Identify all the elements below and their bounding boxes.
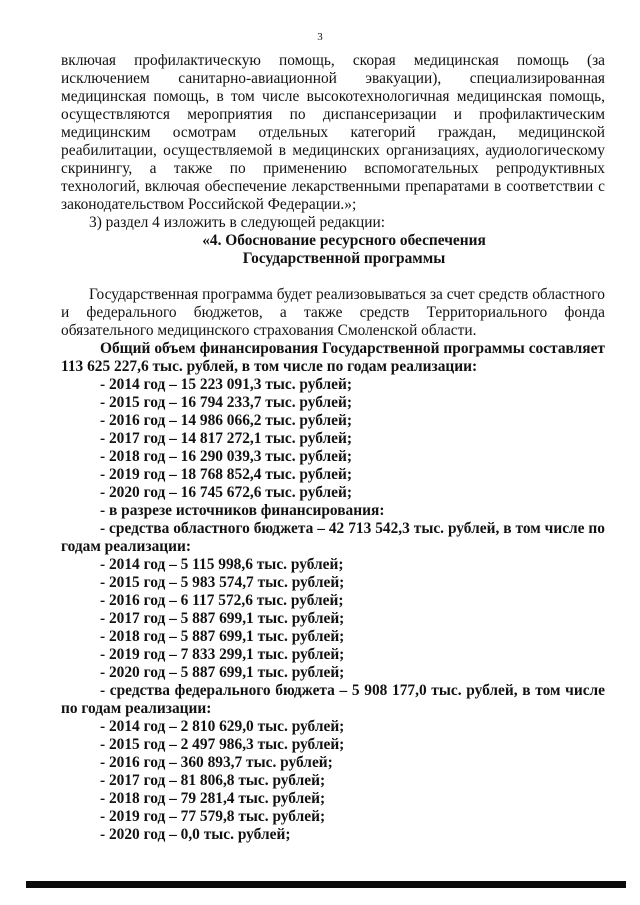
- list-item: - 2020 год – 5 887 699,1 тыс. рублей;: [100, 664, 345, 681]
- list-item: - 2015 год – 16 794 233,7 тыс. рублей;: [100, 394, 353, 411]
- list-item: - 2016 год – 6 117 572,6 тыс. рублей;: [100, 592, 344, 609]
- list-item: - 2017 год – 14 817 272,1 тыс. рублей;: [100, 430, 353, 447]
- list-item: - 2020 год – 0,0 тыс. рублей;: [100, 826, 291, 843]
- federal-by-year-list: [61, 718, 605, 844]
- list-item: - 2017 год – 5 887 699,1 тыс. рублей;: [100, 610, 345, 627]
- list-item: - 2020 год – 16 745 672,6 тыс. рублей;: [100, 484, 353, 501]
- item-3: 3) раздел 4 изложить в следующей редакции:: [89, 214, 385, 231]
- total-funding-paragraph: Общий объем финансирования Государственной программы составляет 113 625 227,6 тыс. рублей, в том числе по годам реализации:: [61, 340, 605, 375]
- section-title-line-2: Государственной программы: [242, 250, 446, 267]
- list-item: - 2018 год – 16 290 039,3 тыс. рублей;: [100, 448, 353, 465]
- list-item: - 2016 год – 14 986 066,2 тыс. рублей;: [100, 412, 353, 429]
- intro-paragraph: включая профилактическую помощь, скорая медицинская помощь (за исключением санитарно-авиационной эвакуации), специализированная медицинская помощь, в том числе высокотехнологичная медицинская помощь, осуществляются мероприятия по диспансеризации и профилактическим медицинским осмотрам отдельных категорий граждан, медицинской реабилитации, осуществляемой в медицинских организациях, аудиологическому скринингу, а также по применению вспомогательных репродуктивных технологий, включая обеспечение лекарственными препаратами в соответствии с законодательством Российской Федерации.»;: [61, 52, 605, 213]
- list-item: - 2019 год – 77 579,8 тыс. рублей;: [100, 808, 326, 825]
- list-item: - 2019 год – 7 833 299,1 тыс. рублей;: [100, 646, 345, 663]
- list-item: - 2018 год – 5 887 699,1 тыс. рублей;: [100, 628, 345, 645]
- funding-sources-paragraph: Государственная программа будет реализовываться за счет средств областного и федерального бюджетов, а также средств Территориального фонда обязательного медицинского страхования Смоленской области.: [61, 286, 605, 339]
- list-item: - 2015 год – 2 497 986,3 тыс. рублей;: [100, 736, 345, 753]
- list-item: - 2015 год – 5 983 574,7 тыс. рублей;: [100, 574, 345, 591]
- list-item: - 2014 год – 5 115 998,6 тыс. рублей;: [100, 556, 344, 573]
- list-item: - 2019 год – 18 768 852,4 тыс. рублей;: [100, 466, 353, 483]
- section-title-line-1: «4. Обоснование ресурсного обеспечения: [202, 232, 486, 249]
- list-item: - 2014 год – 2 810 629,0 тыс. рублей;: [100, 718, 345, 735]
- document-body: [61, 52, 605, 844]
- list-item: - 2018 год – 79 281,4 тыс. рублей;: [100, 790, 326, 807]
- list-item: - 2014 год – 15 223 091,3 тыс. рублей;: [100, 376, 353, 393]
- list-item: - 2016 год – 360 893,7 тыс. рублей;: [100, 754, 333, 771]
- total-by-year-list: [61, 376, 605, 502]
- scan-bottom-border: [26, 881, 626, 888]
- by-sources-heading: - в разрезе источников финансирования:: [100, 502, 385, 519]
- regional-budget-paragraph: - средства областного бюджета – 42 713 542,3 тыс. рублей, в том числе по годам реализации:: [61, 520, 605, 555]
- regional-by-year-list: [61, 556, 605, 682]
- page-number: 3: [317, 31, 323, 43]
- federal-budget-paragraph: - средства федерального бюджета – 5 908 177,0 тыс. рублей, в том числе по годам реализации:: [61, 682, 605, 717]
- list-item: - 2017 год – 81 806,8 тыс. рублей;: [100, 772, 326, 789]
- blank-line: [61, 268, 605, 286]
